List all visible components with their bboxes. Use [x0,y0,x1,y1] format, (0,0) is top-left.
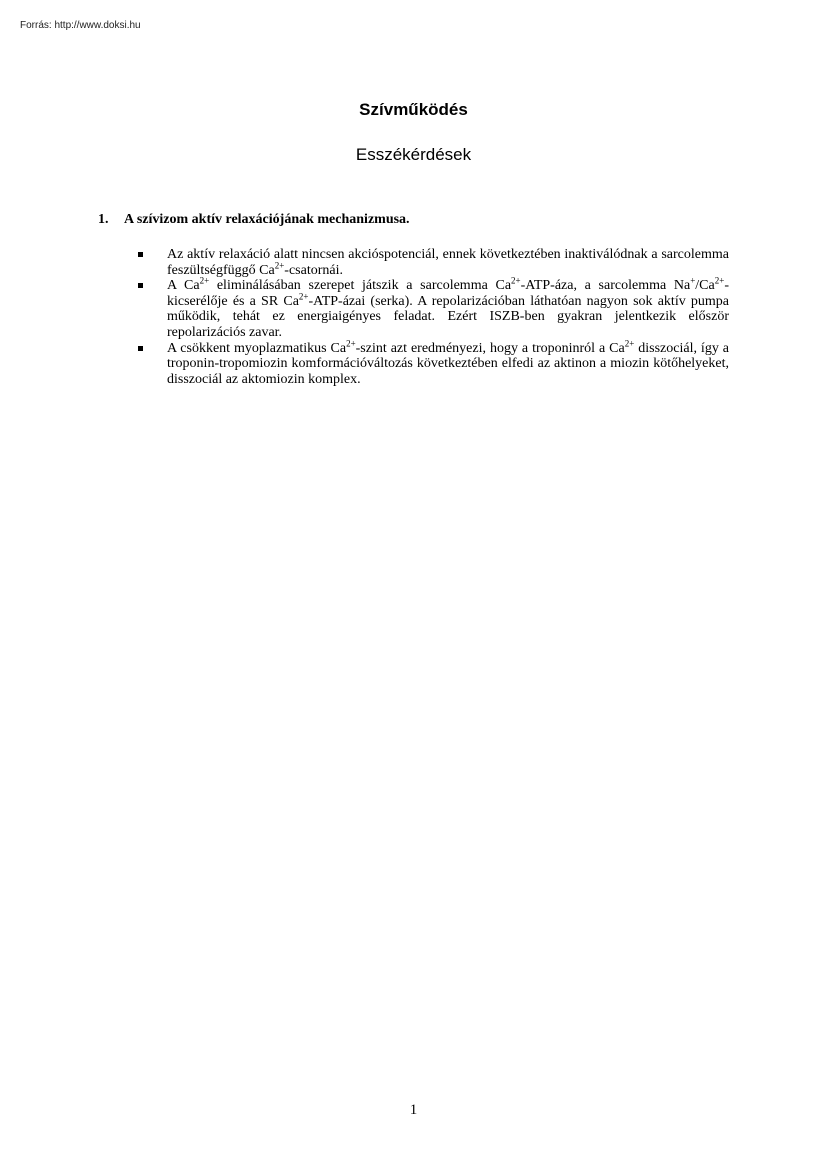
text: -csatornái. [284,262,343,278]
page-number: 1 [409,1102,418,1118]
text: A csökkent myoplazmatikus Ca [167,340,347,356]
square-bullet-icon [138,283,143,288]
question-heading [98,212,410,228]
source-line: Forrás: http://www.doksi.hu [20,20,141,31]
superscript: 2+ [274,259,285,270]
document-title: Szívműködés [359,100,468,119]
text: -ATP-ázai (serka). A repolarizációban láthatóan nagyon sok aktív pumpa működik, tehát ez energiaigényes feladat. Ezért ISZB-ben gyakran jelentkezik először repolarizációs zavar. [167,293,729,340]
text: Az aktív relaxáció alatt nincsen akcióspotenciál, ennek következtében inaktiválódnak a sarcolemma feszültségfüggő Ca [167,247,729,278]
text: eliminálásában szerepet játszik a sarcolemma Ca [209,278,512,294]
square-bullet-icon [138,252,143,257]
bullet-item [138,247,729,278]
superscript: + [690,275,696,286]
text: -ATP-áza, a sarcolemma Na [520,278,691,294]
bullet-item [138,275,729,340]
question-number: 1. [98,212,109,227]
superscript: 2+ [511,275,521,286]
superscript: 2+ [199,275,210,286]
bullet-item [138,337,729,388]
text: A Ca [167,278,200,294]
text: -szint azt eredményezi, hogy a troponinról a Ca [355,340,625,356]
answer-bullet-list [138,247,729,387]
document-subtitle: Esszékérdések [355,145,472,164]
superscript: 2+ [346,337,356,348]
text: /Ca [695,278,715,294]
superscript: 2+ [714,275,725,286]
text: disszociál, így a troponin-tropomiozin komformációváltozás következtében elfedi az aktinon a miozin kötőhelyeket, disszociál az aktomiozin komplex. [167,340,729,387]
superscript: 2+ [298,291,309,302]
square-bullet-icon [138,346,143,351]
question-text: A szívizom aktív relaxációjának mechanizmusa. [124,212,410,227]
superscript: 2+ [624,337,635,348]
text: -kicserélője és a SR Ca [167,278,729,309]
